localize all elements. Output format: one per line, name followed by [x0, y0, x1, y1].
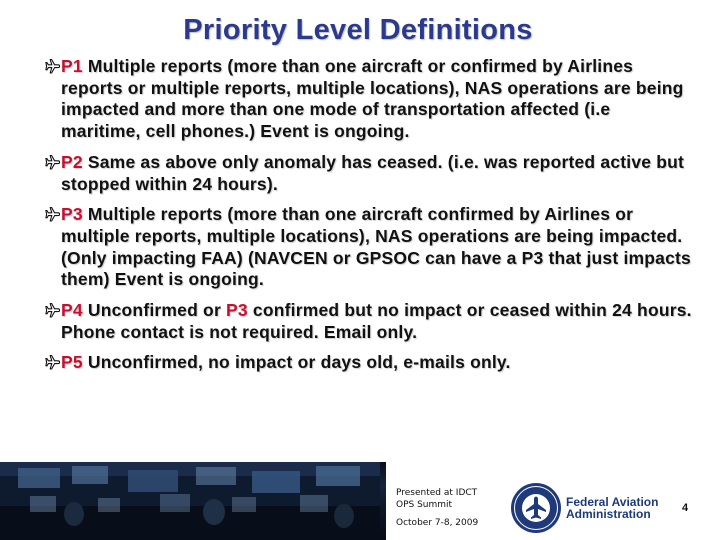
- priority-definitions-list: [44, 56, 694, 374]
- page-number: 4: [682, 502, 689, 514]
- priority-code: P2: [61, 151, 83, 172]
- priority-description: Multiple reports (more than one aircraft or confirmed by Airlines reports or multiple reports, multiple locations), NAS operations are being impacted and more than one mode of transportation affected (i.e maritime, cell phones.) Event is ongoing.: [61, 56, 684, 142]
- priority-p4-item: [44, 300, 694, 343]
- slide-title: Priority Level Definitions: [183, 14, 533, 46]
- priority-description: Unconfirmed, no impact or days old, e-mails only.: [82, 352, 511, 373]
- presented-at-text: Presented at IDCT OPS Summit: [396, 488, 478, 510]
- footer-banner: [0, 462, 720, 540]
- priority-description: confirmed but no impact or ceased within 24 hours. Phone contact is not required. Email only.: [61, 300, 692, 342]
- priority-description: Same as above only anomaly has ceased. (i.e. was reported active but stopped within 24 hours).: [61, 151, 685, 194]
- agency-name: Federal Aviation Administration: [566, 495, 659, 521]
- airplane-icon: [44, 206, 60, 223]
- priority-code: P1: [61, 56, 83, 76]
- event-date: October 7-8, 2009: [396, 518, 479, 528]
- priority-p3-item: [44, 204, 694, 291]
- airplane-icon: [44, 354, 60, 371]
- airplane-icon: [44, 154, 60, 171]
- priority-code: P4: [61, 300, 83, 321]
- control-room-photo: [0, 462, 380, 540]
- priority-p5-item: [44, 352, 694, 374]
- priority-code: P5: [61, 352, 83, 373]
- footer-info-panel: [386, 462, 720, 540]
- priority-code-reference: P3: [226, 300, 248, 321]
- priority-p1-item: [44, 56, 694, 143]
- priority-code: P3: [61, 204, 83, 225]
- priority-p2-item: [44, 152, 694, 195]
- airplane-icon: [44, 302, 60, 319]
- priority-description-lead: Unconfirmed or: [82, 300, 227, 321]
- faa-seal-icon: [510, 482, 562, 534]
- priority-description: Multiple reports (more than one aircraft confirmed by Airlines or multiple reports, multiple locations), NAS operations are being impacted. (Only impacting FAA) (NAVCEN or GPSOC can have a P3 that just impacts them) Event is ongoing.: [61, 204, 691, 290]
- airplane-icon: [44, 58, 60, 75]
